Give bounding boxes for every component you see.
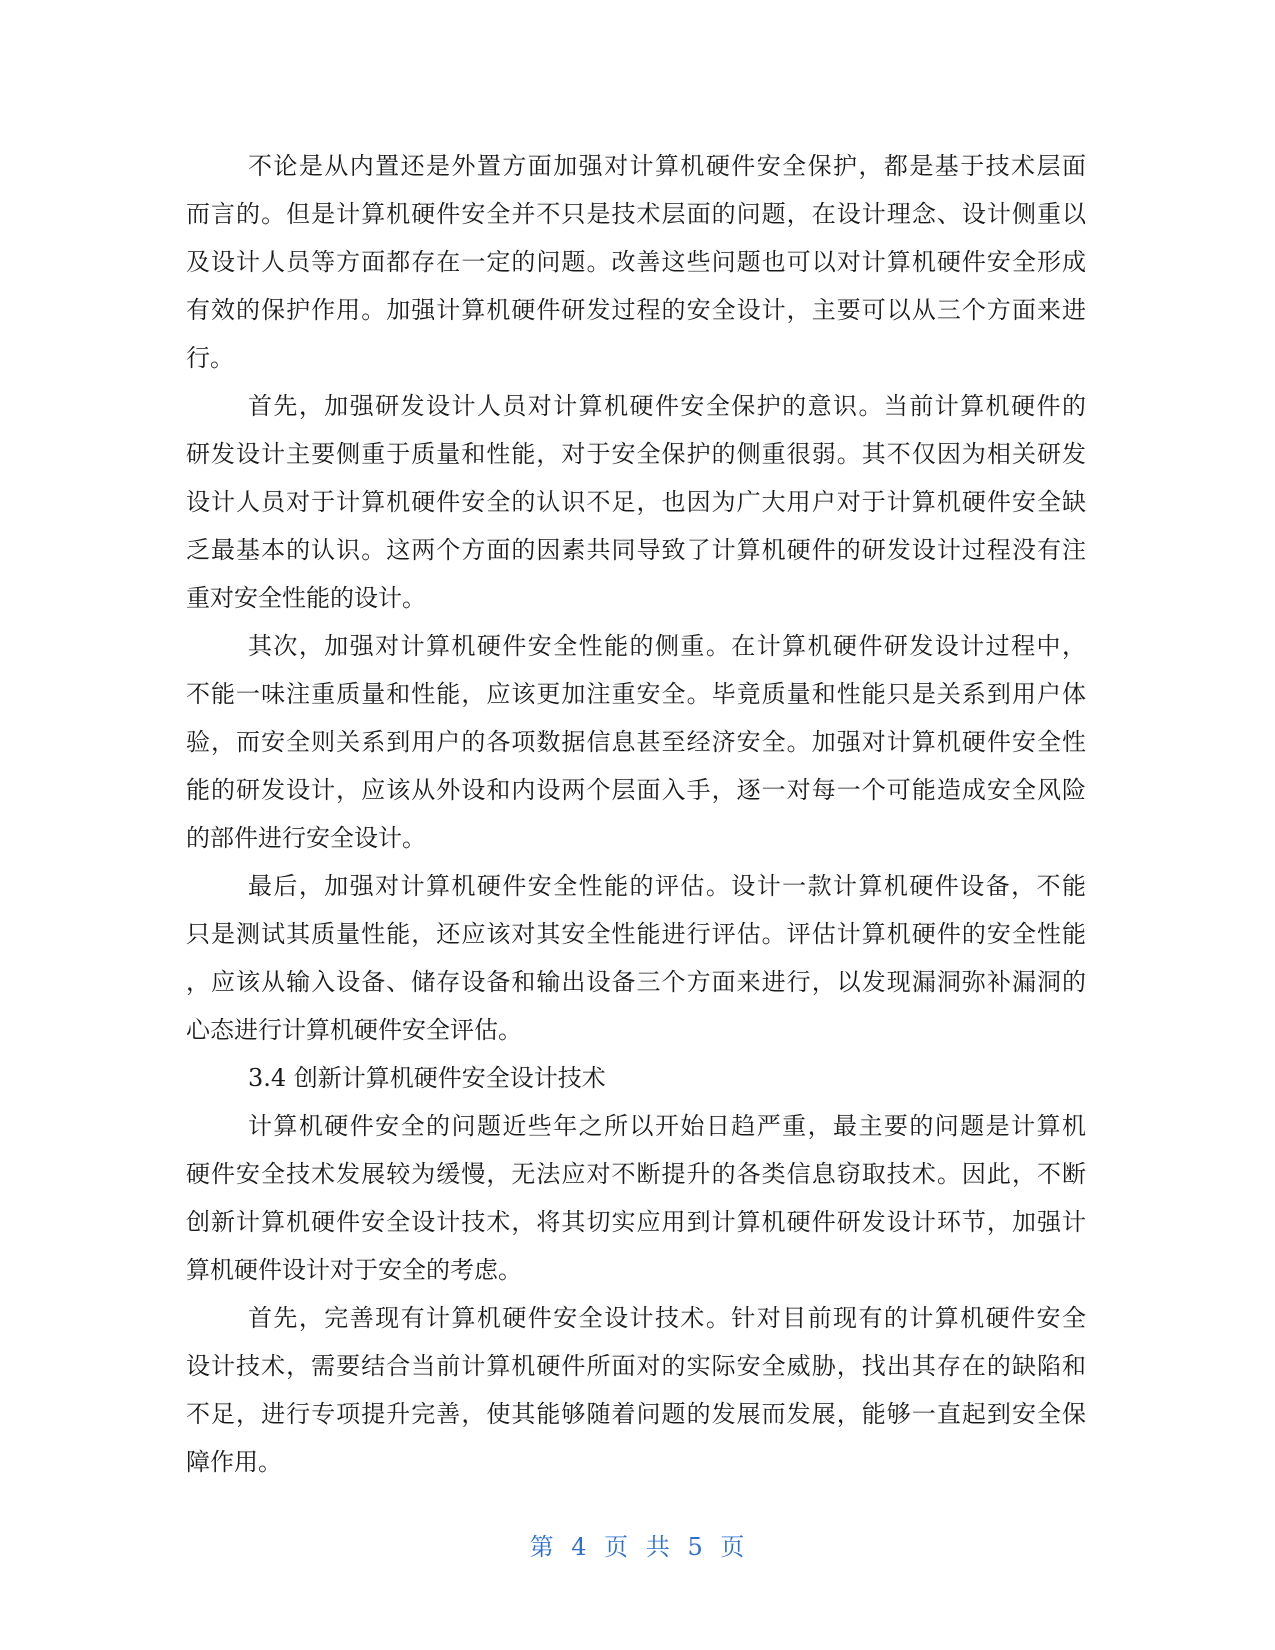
paragraph: [186, 142, 1086, 382]
paragraph: [186, 1294, 1086, 1486]
text-line: 及设计人员等方面都存在一定的问题。改善这些问题也可以对计算机硬件安全形成: [186, 248, 1086, 276]
text-line: 不足，进行专项提升完善，使其能够随着问题的发展而发展，能够一直起到安全保: [186, 1400, 1086, 1428]
text-line: 首先，完善现有计算机硬件安全设计技术。针对目前现有的计算机硬件安全: [248, 1304, 1086, 1332]
text-line: 首先，加强研发设计人员对计算机硬件安全保护的意识。当前计算机硬件的: [248, 392, 1086, 420]
footer-word: 共: [645, 1533, 671, 1561]
paragraph: [186, 1102, 1086, 1294]
text-line: 心态进行计算机硬件安全评估。: [186, 1016, 522, 1044]
footer-word: 页: [604, 1533, 630, 1561]
text-line: 能的研发设计，应该从外设和内设两个层面入手，逐一对每一个可能造成安全风险: [186, 776, 1086, 804]
text-line: 不论是从内置还是外置方面加强对计算机硬件安全保护，都是基于技术层面: [248, 152, 1086, 180]
text-line: 的部件进行安全设计。: [186, 824, 426, 852]
text-line: 其次，加强对计算机硬件安全性能的侧重。在计算机硬件研发设计过程中，: [248, 632, 1086, 660]
current-page-number: 4: [571, 1533, 588, 1561]
text-line: 行。: [186, 344, 234, 372]
footer-word: 页: [720, 1533, 746, 1561]
text-line: 计算机硬件安全的问题近些年之所以开始日趋严重，最主要的问题是计算机: [248, 1112, 1086, 1140]
text-line: 只是测试其质量性能，还应该对其安全性能进行评估。评估计算机硬件的安全性能: [186, 920, 1086, 948]
paragraph: [186, 382, 1086, 622]
footer-word: 第: [529, 1533, 555, 1561]
text-line: 乏最基本的认识。这两个方面的因素共同导致了计算机硬件的研发设计过程没有注: [186, 536, 1086, 564]
paragraph: [186, 622, 1086, 862]
section-heading: [186, 1054, 1086, 1102]
text-line: 硬件安全技术发展较为缓慢，无法应对不断提升的各类信息窃取技术。因此，不断: [186, 1160, 1086, 1188]
text-line: 重对安全性能的设计。: [186, 584, 426, 612]
text-line: 障作用。: [186, 1448, 282, 1476]
document-body: [186, 142, 1086, 1486]
text-line: 设计人员对于计算机硬件安全的认识不足，也因为广大用户对于计算机硬件安全缺: [186, 488, 1086, 516]
text-line: 设计技术，需要结合当前计算机硬件所面对的实际安全威胁，找出其存在的缺陷和: [186, 1352, 1086, 1380]
total-page-count: 5: [687, 1533, 704, 1561]
text-line: 验，而安全则关系到用户的各项数据信息甚至经济安全。加强对计算机硬件安全性: [186, 728, 1086, 756]
text-line: 而言的。但是计算机硬件安全并不只是技术层面的问题，在设计理念、设计侧重以: [186, 200, 1086, 228]
text-line: 有效的保护作用。加强计算机硬件研发过程的安全设计，主要可以从三个方面来进: [186, 296, 1086, 324]
text-line: ，应该从输入设备、储存设备和输出设备三个方面来进行，以发现漏洞弥补漏洞的: [186, 968, 1086, 996]
section-heading-text: 3.4 创新计算机硬件安全设计技术: [248, 1064, 606, 1092]
text-line: 算机硬件设计对于安全的考虑。: [186, 1256, 522, 1284]
text-line: 最后，加强对计算机硬件安全性能的评估。设计一款计算机硬件设备，不能: [248, 872, 1086, 900]
text-line: 创新计算机硬件安全设计技术，将其切实应用到计算机硬件研发设计环节，加强计: [186, 1208, 1086, 1236]
paragraph: [186, 862, 1086, 1054]
text-line: 研发设计主要侧重于质量和性能，对于安全保护的侧重很弱。其不仅因为相关研发: [186, 440, 1086, 468]
text-line: 不能一味注重质量和性能，应该更加注重安全。毕竟质量和性能只是关系到用户体: [186, 680, 1086, 708]
page-footer: [0, 1531, 1275, 1563]
